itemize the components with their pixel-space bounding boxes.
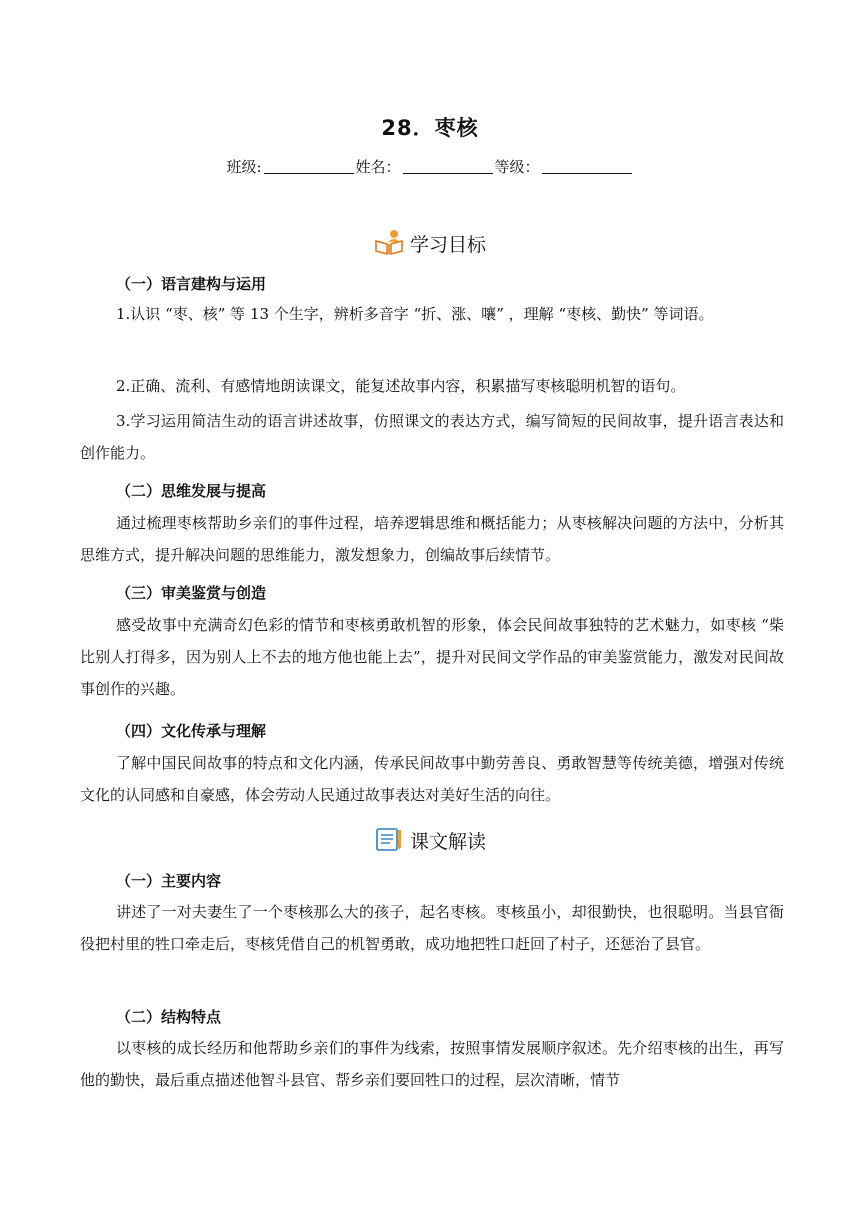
subhead-main-content: （一）主要内容 [116,872,222,890]
paragraph: 3.学习运用简洁生动的语言讲述故事，仿照课文的表达方式，编写简短的民间故事，提升语言表达和创作能力。 [80,412,784,462]
grade-blank [542,159,632,174]
page-title: 28．枣核 [381,116,479,140]
paragraph: 1.认识 “枣、核” 等 13 个生字，辨析多音字 “折、涨、嚷” ，理解 “枣核、勤快” 等词语。 [116,305,714,323]
subhead-2: （二）思维发展与提高 [116,482,267,500]
section-heading-reading [0,826,860,857]
study-reading-icon [374,229,404,260]
paragraph: 感受故事中充满奇幻色彩的情节和枣核勇敢机智的形象，体会民间故事独特的艺术魅力，如枣核 “柴比别人打得多，因为别人上不去的地方他也能上去”，提升对民间文学作品的审美鉴赏能力，激发对民间故事创作的兴趣。 [80,616,784,698]
notebook-pen-icon [374,826,404,857]
subhead-structure: （二）结构特点 [116,1008,222,1026]
section-heading-goals [0,229,860,260]
subhead-3: （三）审美鉴赏与创造 [116,584,267,602]
section-heading-text: 学习目标 [409,234,486,256]
subhead-4: （四）文化传承与理解 [116,722,267,740]
section-heading-text: 课文解读 [409,831,486,853]
name-blank [403,159,493,174]
name-label: 姓名： [355,158,401,176]
grade-label: 等级： [494,158,540,176]
class-label: 班级: [226,158,262,176]
paragraph: 2.正确、流利、有感情地朗读课文，能复述故事内容，积累描写枣核聪明机智的语句。 [116,377,686,395]
class-blank [264,159,354,174]
paragraph: 讲述了一对夫妻生了一个枣核那么大的孩子，起名枣核。枣核虽小，却很勤快，也很聪明。当县官衙役把村里的牲口牵走后，枣核凭借自己的机智勇敢，成功地把牲口赶回了村子，还惩治了县官。 [80,903,784,953]
subhead-1: （一）语言建构与运用 [116,275,267,293]
paragraph: 了解中国民间故事的特点和文化内涵，传承民间故事中勤劳善良、勇敢智慧等传统美德，增强对传统文化的认同感和自豪感，体会劳动人民通过故事表达对美好生活的向往。 [80,754,784,804]
paragraph: 以枣核的成长经历和他帮助乡亲们的事件为线索，按照事情发展顺序叙述。先介绍枣核的出生，再写他的勤快，最后重点描述他智斗县官、帮乡亲们要回牲口的过程，层次清晰，情节 [80,1039,784,1089]
paragraph: 通过梳理枣核帮助乡亲们的事件过程，培养逻辑思维和概括能力；从枣核解决问题的方法中，分析其思维方式，提升解决问题的思维能力，激发想象力，创编故事后续情节。 [80,514,784,564]
student-info-line [0,156,860,177]
